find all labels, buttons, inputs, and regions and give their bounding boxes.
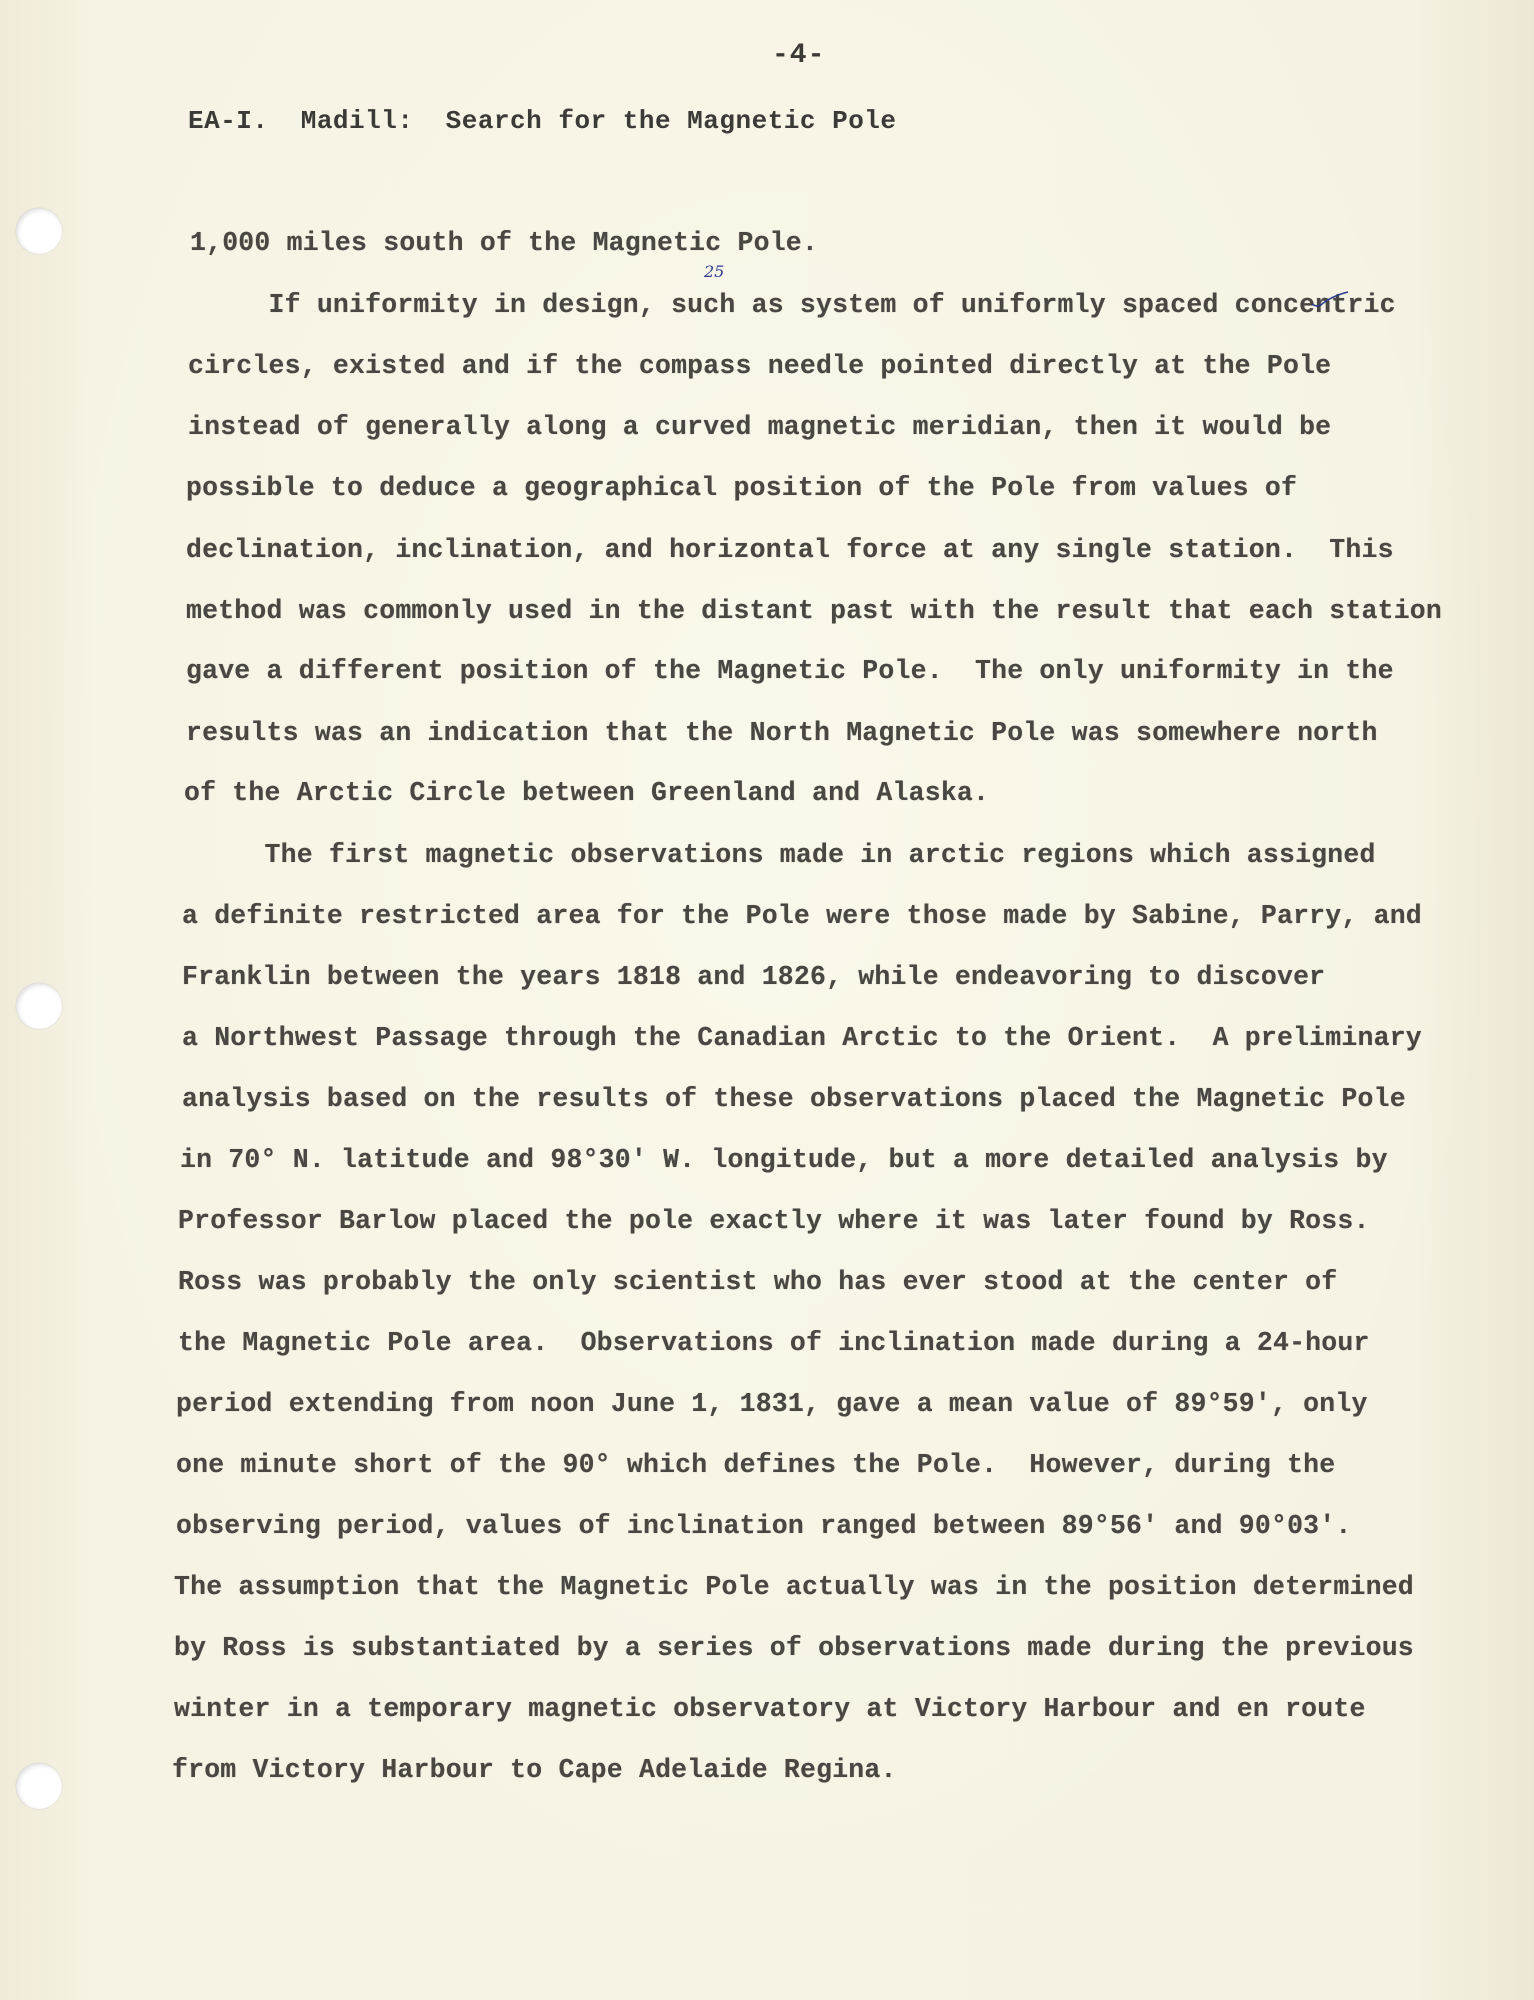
text-line: Ross was probably the only scientist who has ever stood at the center of <box>178 1267 1338 1297</box>
text-line: If uniformity in design, such as system of uniformly spaced concentric <box>188 290 1396 320</box>
text-line: circles, existed and if the compass needle pointed directly at the Pole <box>188 351 1332 381</box>
text-line: observing period, values of inclination ranged between 89°56' and 90°03'. <box>176 1511 1352 1541</box>
text-line: analysis based on the results of these observations placed the Magnetic Pole <box>182 1084 1406 1114</box>
handwritten-annotation: 25 <box>704 262 725 281</box>
text-line: declination, inclination, and horizontal force at any single station. This <box>186 535 1394 565</box>
punch-hole-bottom <box>16 1763 62 1809</box>
text-line: possible to deduce a geographical position of the Pole from values of <box>186 473 1298 503</box>
document-header: EA-I. Madill: Search for the Magnetic Pole <box>188 106 897 136</box>
text-line: The assumption that the Magnetic Pole actually was in the position determined <box>174 1572 1414 1602</box>
text-line: one minute short of the 90° which defines the Pole. However, during the <box>176 1450 1336 1480</box>
punch-hole-top <box>16 208 62 254</box>
text-line: Professor Barlow placed the pole exactly where it was later found by Ross. <box>178 1206 1370 1236</box>
text-line: from Victory Harbour to Cape Adelaide Regina. <box>172 1755 897 1785</box>
text-line: in 70° N. latitude and 98°30' W. longitude, but a more detailed analysis by <box>180 1145 1388 1175</box>
text-line: by Ross is substantiated by a series of observations made during the previous <box>174 1633 1414 1663</box>
text-line: the Magnetic Pole area. Observations of inclination made during a 24-hour <box>178 1328 1370 1358</box>
text-line: method was commonly used in the distant past with the result that each station <box>186 596 1443 626</box>
text-line: gave a different position of the Magnetic Pole. The only uniformity in the <box>186 656 1394 686</box>
text-line: instead of generally along a curved magnetic meridian, then it would be <box>188 412 1332 442</box>
text-line: of the Arctic Circle between Greenland and Alaska. <box>184 778 990 808</box>
page-number: -4- <box>772 40 826 71</box>
punch-hole-middle <box>16 983 62 1029</box>
text-line: The first magnetic observations made in arctic regions which assigned <box>184 840 1376 870</box>
text-line: Franklin between the years 1818 and 1826, while endeavoring to discover <box>182 962 1326 992</box>
text-line: winter in a temporary magnetic observatory at Victory Harbour and en route <box>174 1694 1366 1724</box>
text-line: results was an indication that the North Magnetic Pole was somewhere north <box>186 718 1378 748</box>
text-line: a Northwest Passage through the Canadian Arctic to the Orient. A preliminary <box>182 1023 1422 1053</box>
text-line: period extending from noon June 1, 1831, gave a mean value of 89°59', only <box>176 1389 1368 1419</box>
check-mark-icon <box>1310 290 1350 310</box>
text-line: 1,000 miles south of the Magnetic Pole. <box>190 228 819 258</box>
text-line: a definite restricted area for the Pole were those made by Sabine, Parry, and <box>182 901 1422 931</box>
